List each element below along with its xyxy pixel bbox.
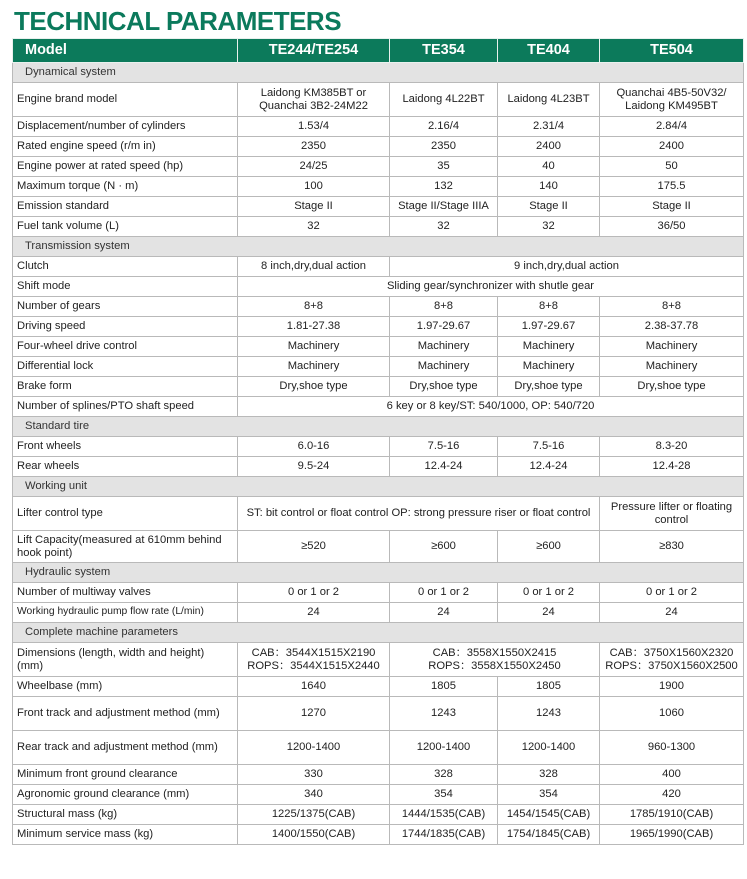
value-cell: Sliding gear/synchronizer with shutle gear	[238, 277, 744, 297]
value-cell: Stage II/Stage IIIA	[390, 197, 498, 217]
table-row	[13, 277, 744, 297]
value-cell: Dry,shoe type	[390, 377, 498, 397]
value-cell: 1965/1990(CAB)	[600, 825, 744, 845]
table-row	[13, 337, 744, 357]
value-cell: 0 or 1 or 2	[600, 583, 744, 603]
value-cell: Machinery	[498, 337, 600, 357]
value-cell: 7.5-16	[498, 437, 600, 457]
table-row	[13, 603, 744, 623]
value-cell: 328	[390, 765, 498, 785]
parameter-label: Four-wheel drive control	[13, 337, 238, 357]
table-row	[13, 643, 744, 677]
parameter-label: Rear track and adjustment method (mm)	[13, 731, 238, 765]
value-cell: 32	[498, 217, 600, 237]
parameter-label: Differential lock	[13, 357, 238, 377]
parameter-label: Fuel tank volume (L)	[13, 217, 238, 237]
value-cell: Machinery	[498, 357, 600, 377]
table-row	[13, 457, 744, 477]
value-cell: 1.97-29.67	[498, 317, 600, 337]
value-cell: ≥520	[238, 531, 390, 563]
table-row	[13, 83, 744, 117]
value-cell: 1200-1400	[498, 731, 600, 765]
value-cell: 12.4-24	[498, 457, 600, 477]
table-row	[13, 765, 744, 785]
value-cell: Machinery	[600, 337, 744, 357]
value-cell: 1243	[390, 697, 498, 731]
table-row	[13, 357, 744, 377]
value-cell: 2.84/4	[600, 117, 744, 137]
page-title: TECHNICAL PARAMETERS	[14, 6, 342, 36]
table-row	[13, 257, 744, 277]
value-cell: ≥830	[600, 531, 744, 563]
value-cell: 400	[600, 765, 744, 785]
parameter-label: Minimum front ground clearance	[13, 765, 238, 785]
value-cell: ≥600	[390, 531, 498, 563]
value-cell: 50	[600, 157, 744, 177]
table-row	[13, 117, 744, 137]
table-row	[13, 583, 744, 603]
value-cell: 2400	[498, 137, 600, 157]
value-cell: 2350	[390, 137, 498, 157]
value-cell: Machinery	[600, 357, 744, 377]
value-cell: 0 or 1 or 2	[498, 583, 600, 603]
value-cell: Machinery	[390, 357, 498, 377]
value-cell: 1454/1545(CAB)	[498, 805, 600, 825]
value-cell: 36/50	[600, 217, 744, 237]
value-cell: 175.5	[600, 177, 744, 197]
parameter-label: Engine brand model	[13, 83, 238, 117]
value-line: CAB：3750X1560X2320	[609, 647, 734, 659]
parameter-label: Number of gears	[13, 297, 238, 317]
value-cell: 960-1300	[600, 731, 744, 765]
value-cell: Dry,shoe type	[238, 377, 390, 397]
section-header-row	[13, 237, 744, 257]
value-cell: 32	[390, 217, 498, 237]
section-title: Hydraulic system	[13, 563, 744, 583]
parameter-label: Number of multiway valves	[13, 583, 238, 603]
value-cell: 9 inch,dry,dual action	[390, 257, 744, 277]
table-row	[13, 297, 744, 317]
table-row	[13, 137, 744, 157]
table-row	[13, 437, 744, 457]
value-cell: 1900	[600, 677, 744, 697]
parameter-label: Lifter control type	[13, 497, 238, 531]
value-cell: 24	[390, 603, 498, 623]
section-title: Transmission system	[13, 237, 744, 257]
section-title: Working unit	[13, 477, 744, 497]
value-cell: 8.3-20	[600, 437, 744, 457]
section-header-row	[13, 623, 744, 643]
value-cell: 328	[498, 765, 600, 785]
value-cell: 1744/1835(CAB)	[390, 825, 498, 845]
parameter-label: Driving speed	[13, 317, 238, 337]
table-row	[13, 177, 744, 197]
table-row	[13, 785, 744, 805]
value-cell: 140	[498, 177, 600, 197]
value-cell: 1444/1535(CAB)	[390, 805, 498, 825]
value-cell: Stage II	[238, 197, 390, 217]
table-row	[13, 531, 744, 563]
value-cell: 100	[238, 177, 390, 197]
spec-table	[12, 38, 744, 845]
value-cell: 1270	[238, 697, 390, 731]
value-line: ROPS：3750X1560X2500	[605, 659, 738, 672]
value-cell: 1243	[498, 697, 600, 731]
table-row	[13, 157, 744, 177]
table-row	[13, 805, 744, 825]
section-header-row	[13, 63, 744, 83]
parameter-label: Working hydraulic pump flow rate (L/min)	[13, 603, 238, 623]
value-cell: 1805	[390, 677, 498, 697]
value-cell: 9.5-24	[238, 457, 390, 477]
parameter-label: Structural mass (kg)	[13, 805, 238, 825]
parameter-label: Wheelbase (mm)	[13, 677, 238, 697]
value-cell: Stage II	[600, 197, 744, 217]
model-column-header: TE244/TE254	[238, 39, 390, 63]
parameter-label: Displacement/number of cylinders	[13, 117, 238, 137]
value-cell: 1.97-29.67	[390, 317, 498, 337]
value-cell: 8 inch,dry,dual action	[238, 257, 390, 277]
value-cell: 8+8	[238, 297, 390, 317]
value-cell: Dry,shoe type	[600, 377, 744, 397]
table-row	[13, 825, 744, 845]
value-cell: 0 or 1 or 2	[390, 583, 498, 603]
section-header-row	[13, 563, 744, 583]
value-cell: Dry,shoe type	[498, 377, 600, 397]
parameter-label: Front track and adjustment method (mm)	[13, 697, 238, 731]
parameter-label: Clutch	[13, 257, 238, 277]
table-row	[13, 697, 744, 731]
value-cell: ST: bit control or float control OP: strong pressure riser or float control	[238, 497, 600, 531]
spec-table-body	[13, 63, 744, 845]
value-cell: 24	[238, 603, 390, 623]
value-line: ROPS：3558X1550X2450	[428, 659, 561, 672]
value-cell: 420	[600, 785, 744, 805]
value-cell: 1200-1400	[238, 731, 390, 765]
table-row	[13, 731, 744, 765]
value-cell: 24	[600, 603, 744, 623]
parameter-label: Rear wheels	[13, 457, 238, 477]
value-cell: Machinery	[238, 337, 390, 357]
value-cell: Laidong 4L23BT	[498, 83, 600, 117]
value-cell: 1.81-27.38	[238, 317, 390, 337]
table-header-row	[13, 39, 744, 63]
value-line: ROPS：3544X1515X2440	[247, 659, 380, 672]
value-cell: Machinery	[390, 337, 498, 357]
parameter-label: Front wheels	[13, 437, 238, 457]
model-header: Model	[13, 39, 238, 63]
value-cell: 8+8	[498, 297, 600, 317]
parameter-label: Agronomic ground clearance (mm)	[13, 785, 238, 805]
parameter-label: Lift Capacity(measured at 610mm behind hook point)	[13, 531, 238, 563]
table-row	[13, 317, 744, 337]
parameter-label: Number of splines/PTO shaft speed	[13, 397, 238, 417]
value-cell: 1060	[600, 697, 744, 731]
parameter-label: Shift mode	[13, 277, 238, 297]
value-cell: 1785/1910(CAB)	[600, 805, 744, 825]
value-cell: 12.4-28	[600, 457, 744, 477]
value-cell	[390, 643, 600, 677]
table-row	[13, 197, 744, 217]
parameter-label: Engine power at rated speed (hp)	[13, 157, 238, 177]
parameter-label: Maximum torque (N · m)	[13, 177, 238, 197]
value-line: CAB：3558X1550X2415	[432, 647, 557, 659]
value-cell: 2400	[600, 137, 744, 157]
parameter-label: Rated engine speed (r/m in)	[13, 137, 238, 157]
table-row	[13, 497, 744, 531]
value-cell: 2.31/4	[498, 117, 600, 137]
value-cell: 6 key or 8 key/ST: 540/1000, OP: 540/720	[238, 397, 744, 417]
value-cell: Machinery	[238, 357, 390, 377]
value-cell: 24/25	[238, 157, 390, 177]
value-cell: 12.4-24	[390, 457, 498, 477]
value-cell: 24	[498, 603, 600, 623]
value-cell: 8+8	[600, 297, 744, 317]
value-cell: 7.5-16	[390, 437, 498, 457]
model-column-header: TE504	[600, 39, 744, 63]
value-cell	[238, 643, 390, 677]
section-title: Complete machine parameters	[13, 623, 744, 643]
value-cell: 8+8	[390, 297, 498, 317]
value-cell: 354	[498, 785, 600, 805]
section-title: Dynamical system	[13, 63, 744, 83]
table-row	[13, 397, 744, 417]
value-cell: Stage II	[498, 197, 600, 217]
value-cell: 1.53/4	[238, 117, 390, 137]
value-cell: 132	[390, 177, 498, 197]
value-cell: 35	[390, 157, 498, 177]
value-cell: Quanchai 4B5-50V32/ Laidong KM495BT	[600, 83, 744, 117]
value-cell: ≥600	[498, 531, 600, 563]
value-cell: 2350	[238, 137, 390, 157]
value-cell	[600, 643, 744, 677]
section-title: Standard tire	[13, 417, 744, 437]
table-row	[13, 677, 744, 697]
value-cell: 6.0-16	[238, 437, 390, 457]
value-cell: Pressure lifter or floating control	[600, 497, 744, 531]
section-header-row	[13, 477, 744, 497]
value-cell: 330	[238, 765, 390, 785]
value-cell: 32	[238, 217, 390, 237]
value-cell: 340	[238, 785, 390, 805]
section-header-row	[13, 417, 744, 437]
value-cell: 1754/1845(CAB)	[498, 825, 600, 845]
value-cell: 1640	[238, 677, 390, 697]
value-cell: 1805	[498, 677, 600, 697]
value-cell: 2.38-37.78	[600, 317, 744, 337]
value-cell: Laidong KM385BT or Quanchai 3B2-24M22	[238, 83, 390, 117]
value-cell: 1200-1400	[390, 731, 498, 765]
value-cell: 1225/1375(CAB)	[238, 805, 390, 825]
value-cell: 2.16/4	[390, 117, 498, 137]
value-cell: 354	[390, 785, 498, 805]
parameter-label: Dimensions (length, width and height) (mm)	[13, 643, 238, 677]
value-cell: 40	[498, 157, 600, 177]
value-cell: Laidong 4L22BT	[390, 83, 498, 117]
value-line: CAB：3544X1515X2190	[251, 647, 376, 659]
parameter-label: Brake form	[13, 377, 238, 397]
table-row	[13, 217, 744, 237]
table-row	[13, 377, 744, 397]
model-column-header: TE354	[390, 39, 498, 63]
value-cell: 1400/1550(CAB)	[238, 825, 390, 845]
value-cell: 0 or 1 or 2	[238, 583, 390, 603]
parameter-label: Minimum service mass (kg)	[13, 825, 238, 845]
model-column-header: TE404	[498, 39, 600, 63]
parameter-label: Emission standard	[13, 197, 238, 217]
